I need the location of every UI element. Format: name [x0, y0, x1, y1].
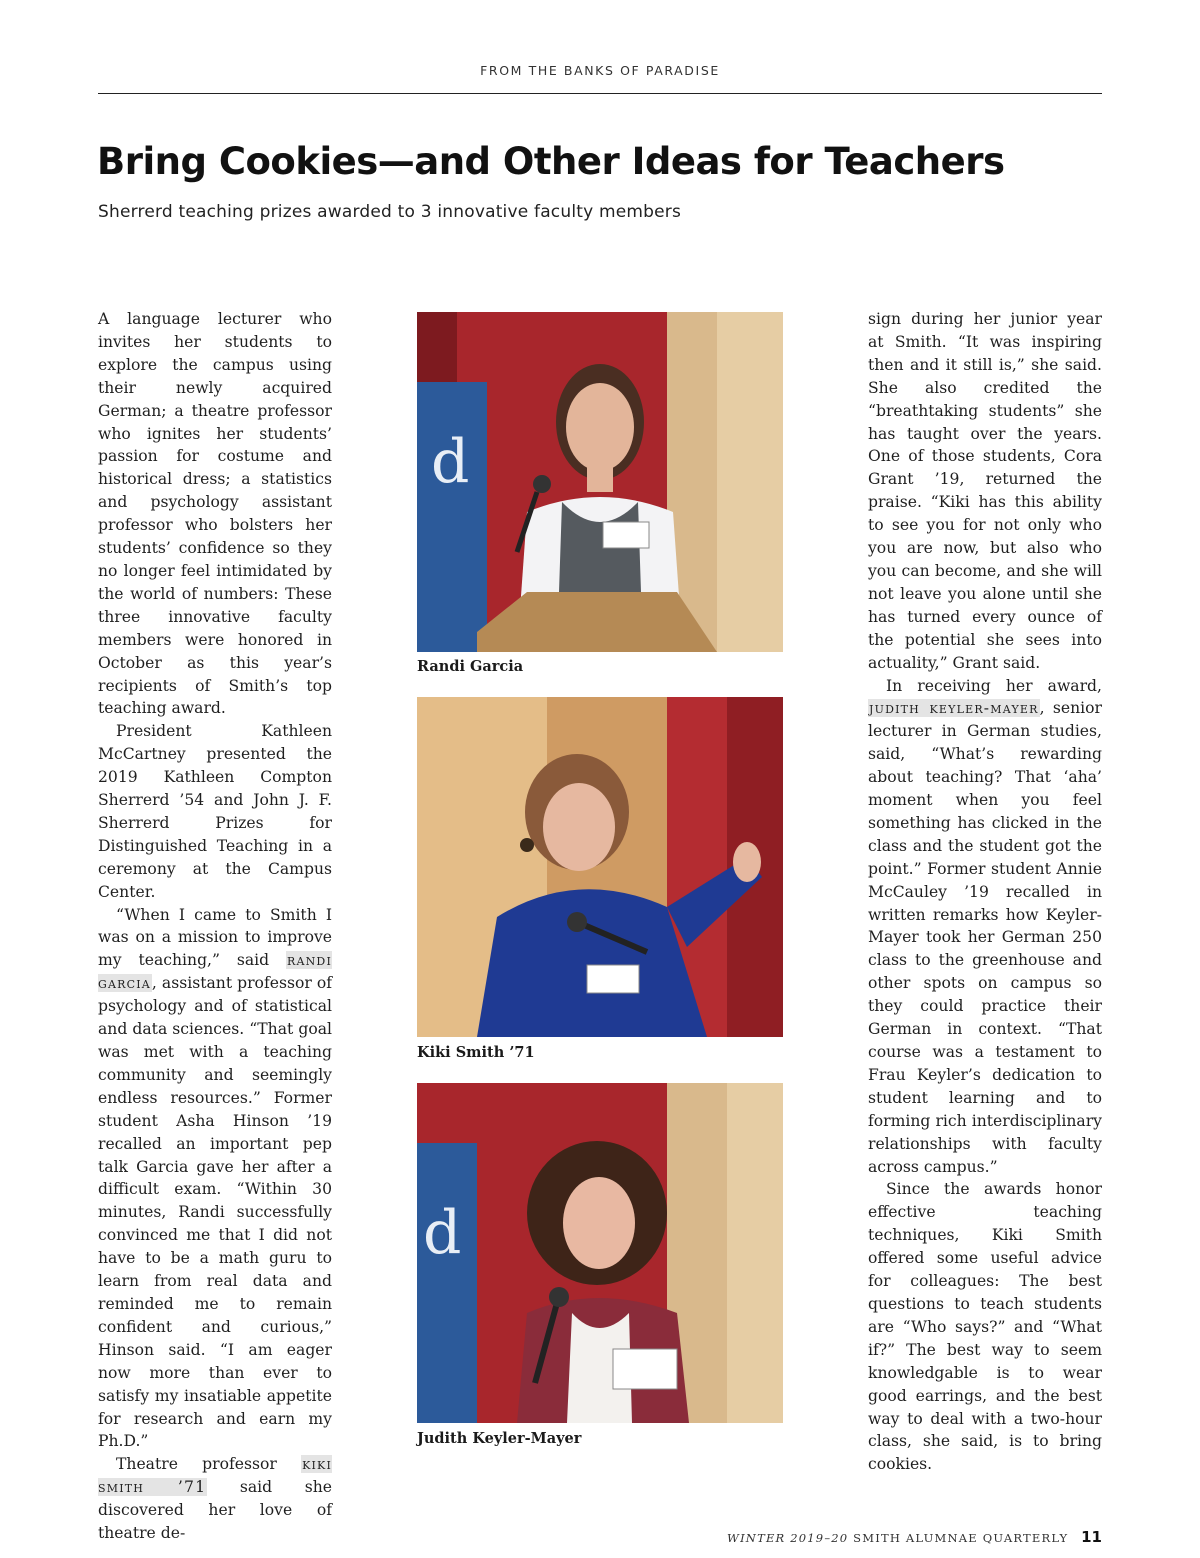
caption-judith-keyler-mayer: Judith Keyler-Mayer: [417, 1430, 582, 1447]
left-column: [98, 308, 332, 1545]
left-paragraph-4-rest: said she discovered her love of theatre de-: [98, 1478, 332, 1543]
left-paragraph-3-rest: , assistant professor of psychology and of statistical and data sciences. “That goal was met with a teaching community and seemingly endless resources.” Former student Asha Hinson ’19 recalled an important pep talk Garcia gave her after a difficult exam. “Within 30 minutes, Randi successfully convinced me that I did not have to be a math guru to learn from real data and reminded me to remain confident and curious,” Hinson said. “I am eager now more than ever to satisfy my insatiable appetite for research and earn my Ph.D.”: [98, 974, 332, 1451]
right-paragraph-3: Since the awards honor effective teaching techniques, Kiki Smith offered some useful advice for colleagues: The best questions to teach students are “Who says?” and “What if?” The best way to seem knowledgable is to wear good earrings, and the best way to deal with a two-hour class, she said, is to bring cookies.: [868, 1180, 1102, 1474]
name-judith-keyler-mayer: judith keyler-mayer: [869, 699, 1039, 718]
left-paragraph-4-start: Theatre professor: [116, 1455, 302, 1474]
footer-issue: WINTER 2019–20: [727, 1531, 849, 1545]
page-footer: [727, 1528, 1102, 1546]
header-rule: [98, 93, 1102, 94]
left-paragraph-3: [98, 904, 332, 1454]
right-paragraph-2: [868, 675, 1102, 1179]
photo-randi-garcia: [417, 312, 783, 652]
photo-kiki-smith: [417, 697, 783, 1037]
footer-publication: SMITH ALUMNAE QUARTERLY: [853, 1531, 1069, 1545]
photo-judith-keyler-mayer: [417, 1083, 783, 1423]
right-column: [868, 308, 1102, 1476]
article-subtitle: Sherrerd teaching prizes awarded to 3 innovative faculty members: [98, 202, 682, 222]
left-paragraph-1: A language lecturer who invites her students to explore the campus using their newly acquired German; a theatre professor who ignites her students’ passion for costume and historical dress; a statistics and psychology assistant professor who bolsters her students’ confidence so they no longer feel intimidated by the world of numbers: These three innovative faculty members were honored in October as this year’s recipients of Smith’s top teaching award.: [98, 310, 332, 718]
left-paragraph-3-start: “When I came to Smith I was on a mission to improve my teaching,” said: [98, 905, 332, 970]
page-number: 11: [1081, 1528, 1102, 1546]
caption-kiki-smith: Kiki Smith ’71: [417, 1044, 535, 1061]
caption-randi-garcia: Randi Garcia: [417, 658, 524, 675]
left-paragraph-2: President Kathleen McCartney presented the 2019 Kathleen Compton Sherrerd ’54 and John J. F. Sherrerd Prizes for Distinguished Teaching in a ceremony at the Campus Center.: [98, 722, 332, 901]
right-paragraph-1: sign during her junior year at Smith. “It was inspiring then and it still is,” she said. She also credited the “breathtaking students” she has taught over the years. One of those students, Cora Grant ’19, returned the praise. “Kiki has this ability to see you for not only who you are now, but also who you can become, and she will not leave you alone until she has turned every ounce of the potential she sees into actuality,” Grant said.: [868, 310, 1102, 672]
right-paragraph-2-start: In receiving her award,: [886, 676, 1102, 695]
svg-text:d: d: [423, 1198, 462, 1268]
svg-text:d: d: [431, 427, 470, 497]
left-paragraph-4: [98, 1453, 332, 1545]
name-randi-garcia: randi garcia: [98, 951, 332, 993]
name-kiki-smith: kiki smith ’71: [98, 1455, 332, 1497]
article-title: Bring Cookies—and Other Ideas for Teachers: [97, 140, 1005, 183]
section-label: FROM THE BANKS OF PARADISE: [480, 63, 720, 78]
right-paragraph-2-rest: , senior lecturer in German studies, said, “What’s rewarding about teaching? That ‘aha’ moment when you feel something has clicked in the class and the student got the point.” Former student Annie McCauley ’19 recalled in written remarks how Keyler-Mayer took her German 250 class to the greenhouse and other spots on campus so they could practice their German in context. “That course was a testament to Frau Keyler’s dedication to student learning and to forming rich interdisciplinary relationships with faculty across campus.”: [868, 699, 1102, 1176]
